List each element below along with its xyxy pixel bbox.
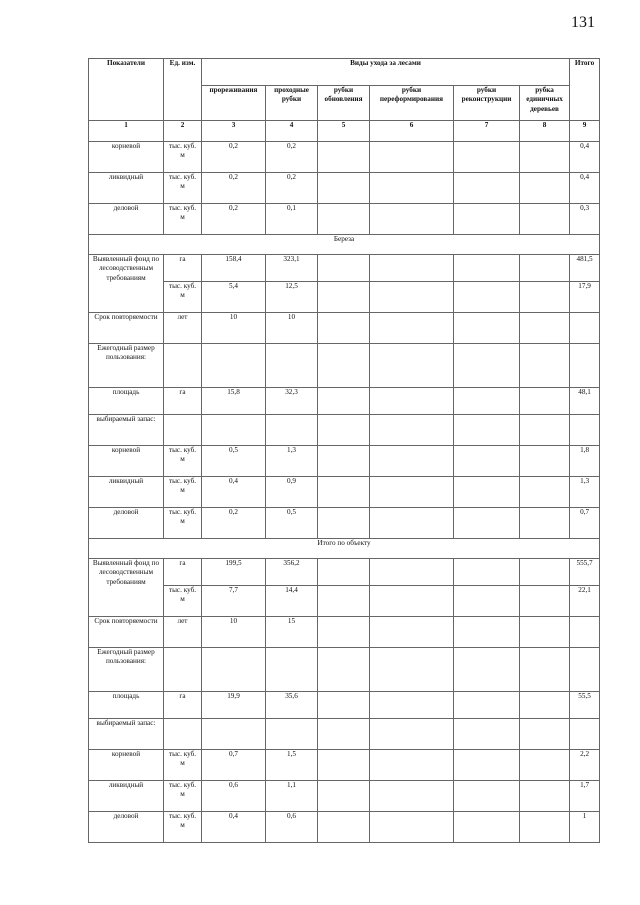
cell-passage-cutting: 1,1 [266,781,318,812]
cell-passage-cutting: 356,2 [266,559,318,586]
cell-total: 1,3 [570,477,600,508]
row-label: Выявленный фонд по лесоводственным требованиям [89,255,164,313]
table-row [89,692,600,719]
row-label: Срок повторяемости [89,313,164,344]
column-number: 5 [318,121,370,142]
row-unit: га [164,559,202,586]
cell-thinning: 0,6 [202,781,266,812]
table-row [89,173,600,204]
row-unit: га [164,388,202,415]
cell-total: 0,7 [570,508,600,539]
cell-thinning: 0,7 [202,750,266,781]
cell-passage-cutting: 323,1 [266,255,318,282]
cell-passage-cutting: 0,2 [266,142,318,173]
cell-thinning: 15,8 [202,388,266,415]
row-label: Ежегодный размер пользования: [89,648,164,692]
cell-total: 2,2 [570,750,600,781]
row-label: выбираемый запас: [89,719,164,750]
cell-passage-cutting: 15 [266,617,318,648]
cell-total: 48,1 [570,388,600,415]
row-unit: тыс. куб. м [164,282,202,313]
cell-total: 481,5 [570,255,600,282]
row-label: Ежегодный размер пользования: [89,344,164,388]
cell-passage-cutting: 0,6 [266,812,318,843]
header-unit: Ед. изм. [164,59,202,121]
subheader-reconstruction-cutting: рубки реконструкции [454,86,520,121]
subheader-thinning: прореживания [202,86,266,121]
table-row [89,313,600,344]
header-indicators: Показатели [89,59,164,121]
table-row [89,344,600,388]
cell-total: 17,9 [570,282,600,313]
table-row [89,142,600,173]
row-label: ликвидный [89,477,164,508]
row-unit: га [164,255,202,282]
cell-total: 22,1 [570,586,600,617]
table-row [89,255,600,282]
subheader-reformation-cutting: рубки переформирования [370,86,454,121]
row-unit: тыс. куб. м [164,586,202,617]
table-row [89,750,600,781]
cell-passage-cutting: 1,5 [266,750,318,781]
row-unit: тыс. куб. м [164,750,202,781]
page-number: 131 [571,14,595,31]
row-unit: тыс. куб. м [164,508,202,539]
row-label: Выявленный фонд по лесоводственным требованиям [89,559,164,617]
cell-total: 1,7 [570,781,600,812]
cell-thinning: 158,4 [202,255,266,282]
row-unit: тыс. куб. м [164,446,202,477]
row-label: выбираемый запас: [89,415,164,446]
cell-passage-cutting: 14,4 [266,586,318,617]
cell-thinning: 0,2 [202,142,266,173]
table-row [89,586,600,617]
subheader-single-tree-cutting: рубка единичных деревьев [520,86,570,121]
table-row [89,204,600,235]
row-unit: тыс. куб. м [164,142,202,173]
cell-passage-cutting: 0,9 [266,477,318,508]
cell-total: 0,4 [570,173,600,204]
cell-passage-cutting: 0,2 [266,173,318,204]
section-title: Береза [89,235,600,255]
column-number: 9 [570,121,600,142]
row-label: деловой [89,204,164,235]
table-row [89,477,600,508]
column-number: 6 [370,121,454,142]
cell-thinning: 0,2 [202,173,266,204]
cell-passage-cutting: 0,1 [266,204,318,235]
table-row [89,559,600,586]
table-row [89,812,600,843]
table-row [89,781,600,812]
row-label: деловой [89,508,164,539]
column-number: 3 [202,121,266,142]
row-label: Срок повторяемости [89,617,164,648]
row-label: площадь [89,692,164,719]
cell-passage-cutting: 35,6 [266,692,318,719]
column-number: 8 [520,121,570,142]
header-total: Итого [570,59,600,121]
table-row [89,388,600,415]
subheader-renewal-cutting: рубки обновления [318,86,370,121]
cell-total: 0,4 [570,142,600,173]
column-number: 7 [454,121,520,142]
cell-passage-cutting: 1,3 [266,446,318,477]
column-number: 1 [89,121,164,142]
cell-passage-cutting: 12,5 [266,282,318,313]
forest-care-table [88,58,600,843]
section-row [89,539,600,559]
table-row [89,617,600,648]
cell-thinning: 10 [202,617,266,648]
header-care-types: Виды ухода за лесами [202,59,570,86]
column-numbers-row [89,121,600,142]
row-label: корневой [89,142,164,173]
row-unit: лет [164,617,202,648]
section-title: Итого по объекту [89,539,600,559]
cell-thinning: 0,2 [202,508,266,539]
cell-total [570,617,600,648]
cell-thinning: 199,5 [202,559,266,586]
cell-thinning: 0,4 [202,812,266,843]
row-unit: тыс. куб. м [164,812,202,843]
cell-total: 1 [570,812,600,843]
cell-total [570,313,600,344]
row-label: ликвидный [89,781,164,812]
table-row [89,648,600,692]
cell-passage-cutting: 32,3 [266,388,318,415]
cell-total: 1,8 [570,446,600,477]
row-label: площадь [89,388,164,415]
row-unit: лет [164,313,202,344]
table-row [89,446,600,477]
row-unit: тыс. куб. м [164,477,202,508]
header-row [89,59,600,86]
cell-thinning: 10 [202,313,266,344]
cell-total: 555,7 [570,559,600,586]
cell-passage-cutting: 10 [266,313,318,344]
cell-thinning: 7,7 [202,586,266,617]
cell-passage-cutting: 0,5 [266,508,318,539]
subheader-passage-cutting: проходные рубки [266,86,318,121]
column-number: 2 [164,121,202,142]
cell-thinning: 0,2 [202,204,266,235]
row-unit: тыс. куб. м [164,781,202,812]
table-row [89,282,600,313]
cell-thinning: 0,4 [202,477,266,508]
table-row [89,415,600,446]
cell-total: 0,3 [570,204,600,235]
cell-total: 55,5 [570,692,600,719]
row-label: деловой [89,812,164,843]
row-unit: га [164,692,202,719]
cell-thinning: 0,5 [202,446,266,477]
table-row [89,719,600,750]
row-unit: тыс. куб. м [164,173,202,204]
cell-thinning: 5,4 [202,282,266,313]
row-unit: тыс. куб. м [164,204,202,235]
cell-thinning: 19,9 [202,692,266,719]
section-row [89,235,600,255]
row-label: корневой [89,446,164,477]
table-row [89,508,600,539]
row-label: корневой [89,750,164,781]
row-label: ликвидный [89,173,164,204]
column-number: 4 [266,121,318,142]
